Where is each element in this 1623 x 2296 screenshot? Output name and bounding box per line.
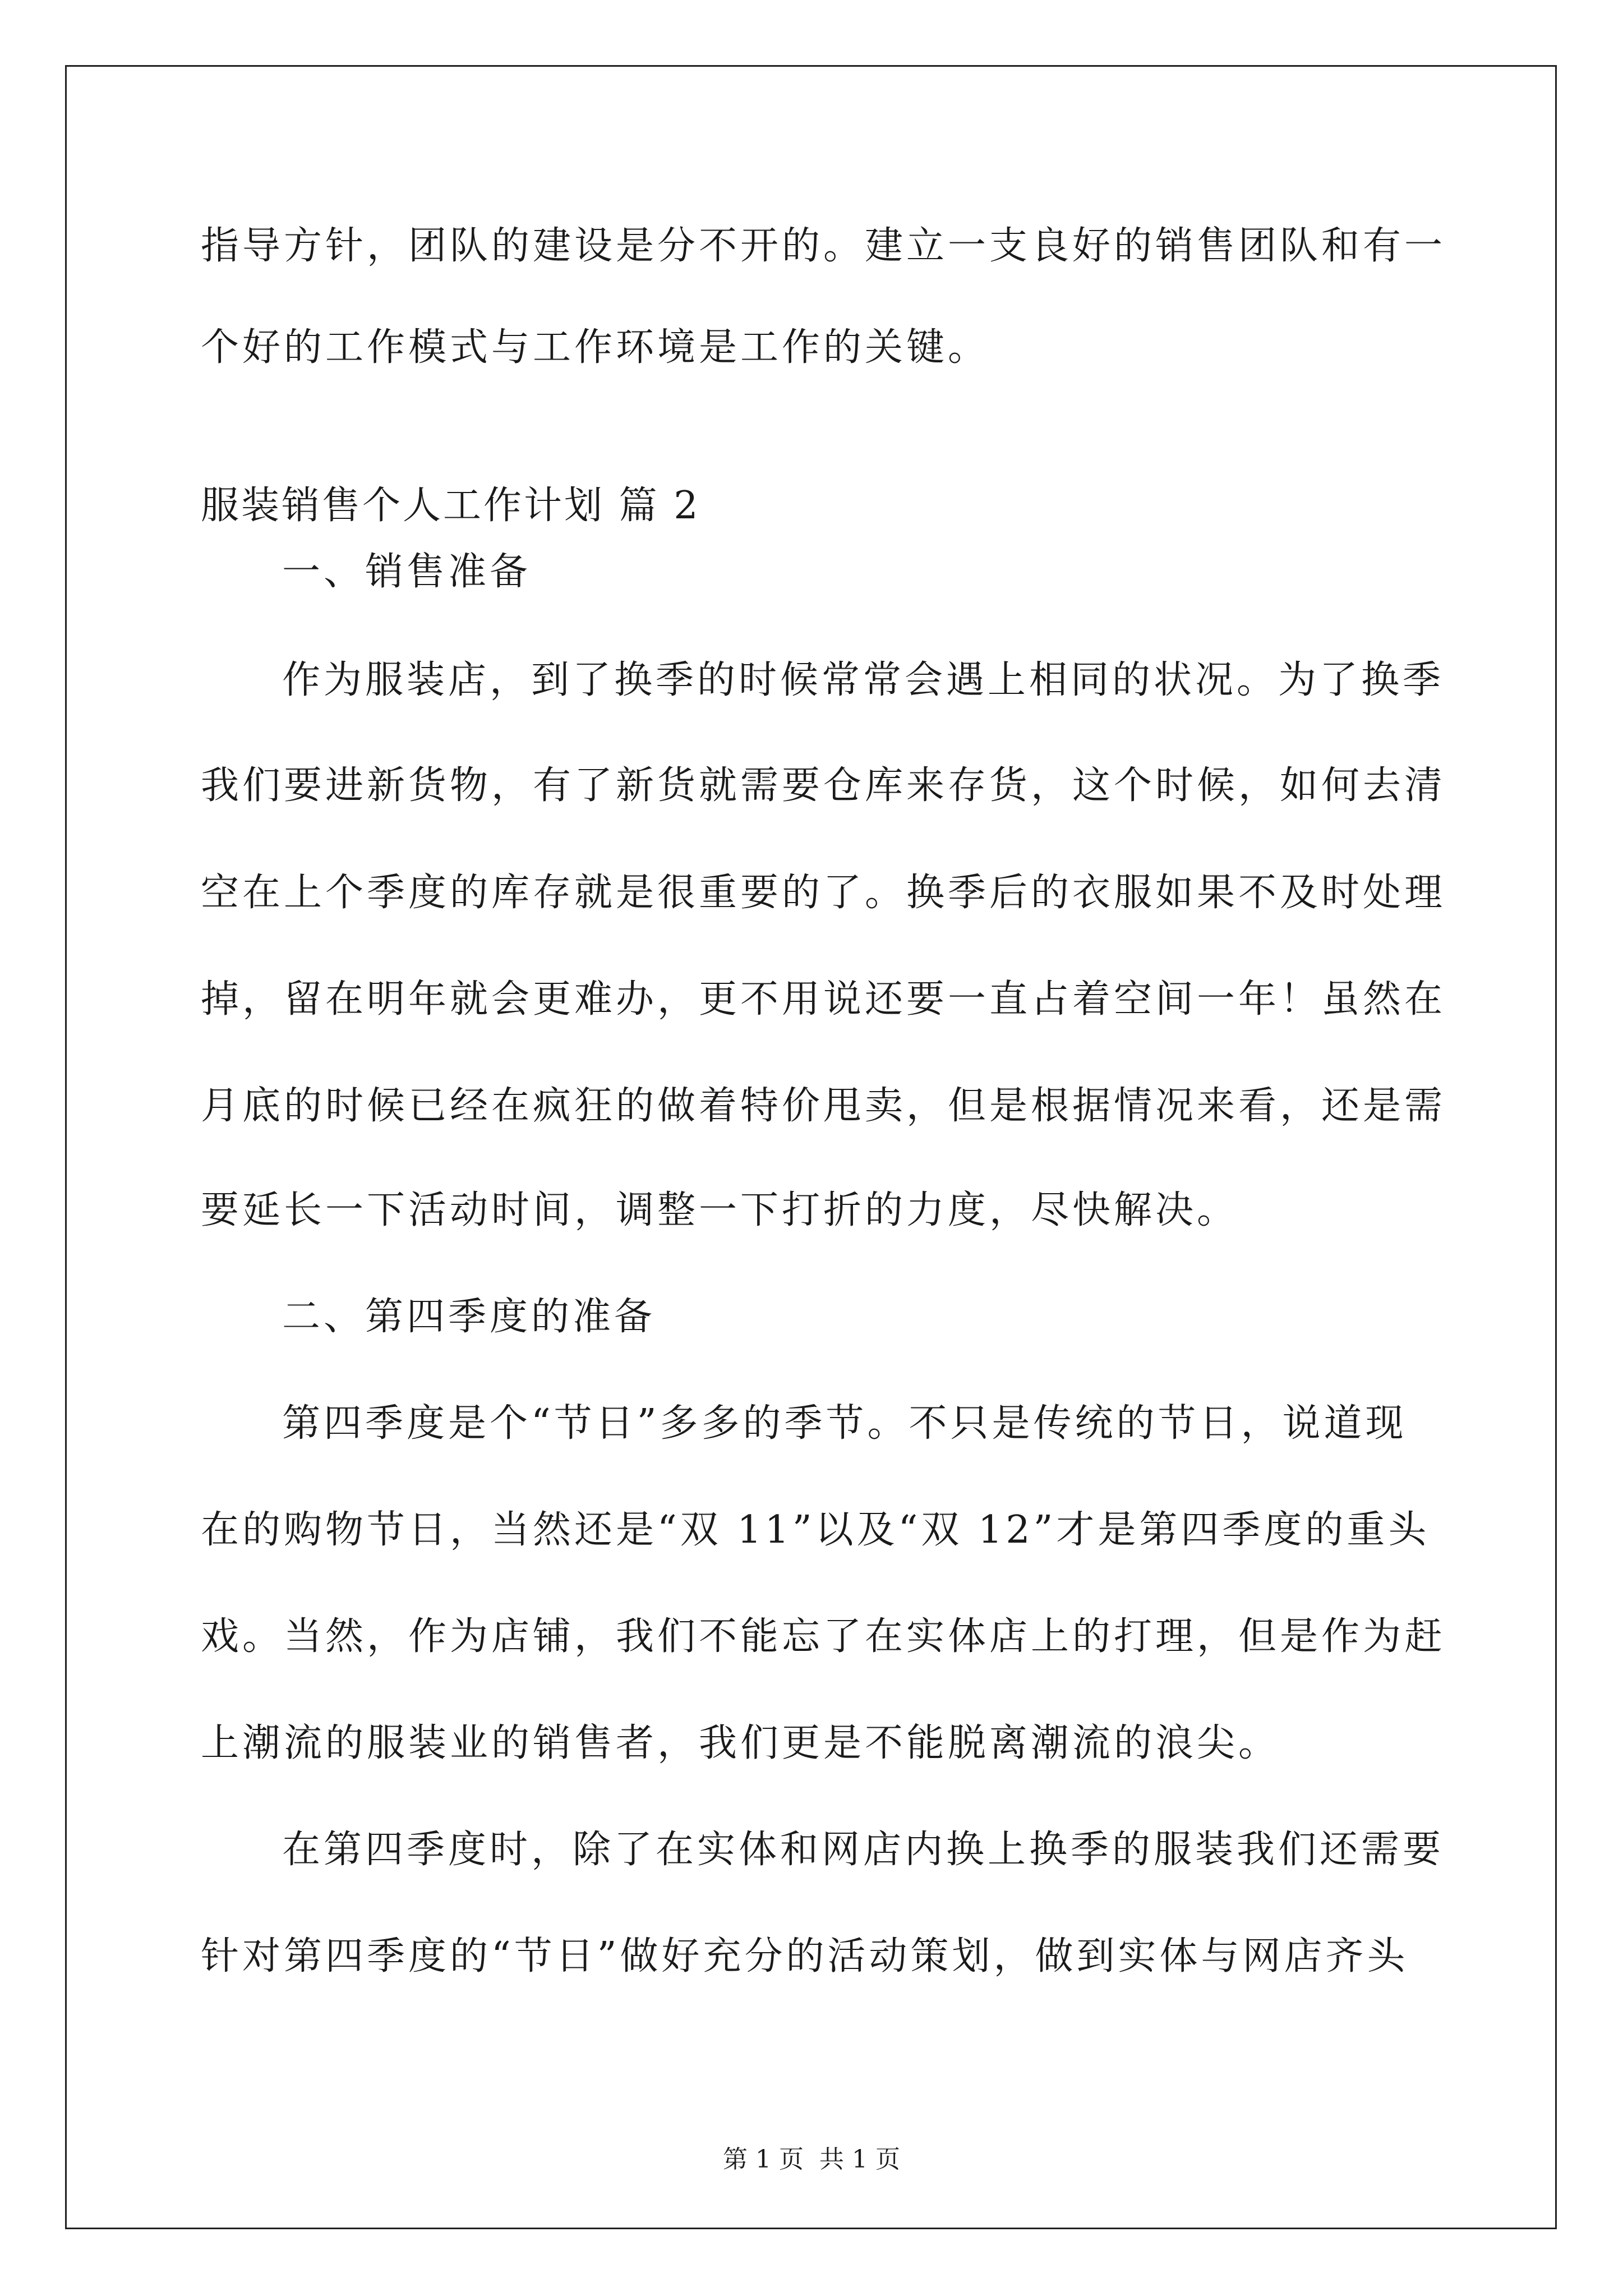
paragraph-line: 我们要进新货物，有了新货就需要仓库来存货，这个时候，如何去清 xyxy=(201,763,1446,808)
paragraph-line: 指导方针，团队的建设是分不开的。建立一支良好的销售团队和有一 xyxy=(201,224,1446,268)
subheading: 一、销售准备 xyxy=(282,550,532,594)
paragraph-line: 要延长一下活动时间，调整一下打折的力度，尽快解决。 xyxy=(201,1188,1239,1232)
page-footer xyxy=(0,2143,1623,2177)
paragraph-line: 戏。当然，作为店铺，我们不能忘了在实体店上的打理，但是作为赶 xyxy=(201,1614,1446,1659)
paragraph-line: 在的购物节日，当然还是“双 11”以及“双 12”才是第四季度的重头 xyxy=(201,1508,1430,1552)
paragraph-line: 月底的时候已经在疯狂的做着特价甩卖，但是根据情况来看，还是需 xyxy=(201,1084,1446,1128)
section-title: 服装销售个人工作计划 篇 2 xyxy=(201,484,700,528)
paragraph-line: 第四季度是个“节日”多多的季节。不只是传统的节日，说道现 xyxy=(282,1401,1407,1446)
page-total: 共 1 页 xyxy=(819,2145,900,2174)
page-border xyxy=(65,65,1557,2229)
paragraph-line: 掉，留在明年就会更难办，更不用说还要一直占着空间一年！虽然在 xyxy=(201,977,1446,1022)
paragraph-line: 个好的工作模式与工作环境是工作的关键。 xyxy=(201,325,990,370)
paragraph-line: 空在上个季度的库存就是很重要的了。换季后的衣服如果不及时处理 xyxy=(201,871,1446,915)
paragraph-line: 在第四季度时，除了在实体和网店内换上换季的服装我们还需要 xyxy=(282,1828,1445,1872)
paragraph-line: 作为服装店，到了换季的时候常常会遇上相同的状况。为了换季 xyxy=(282,658,1445,702)
paragraph-line: 上潮流的服装业的销售者，我们更是不能脱离潮流的浪尖。 xyxy=(201,1721,1280,1765)
paragraph-line: 针对第四季度的“节日”做好充分的活动策划，做到实体与网店齐头 xyxy=(201,1934,1409,1978)
subheading: 二、第四季度的准备 xyxy=(282,1295,656,1339)
page-number: 第 1 页 xyxy=(723,2145,804,2174)
